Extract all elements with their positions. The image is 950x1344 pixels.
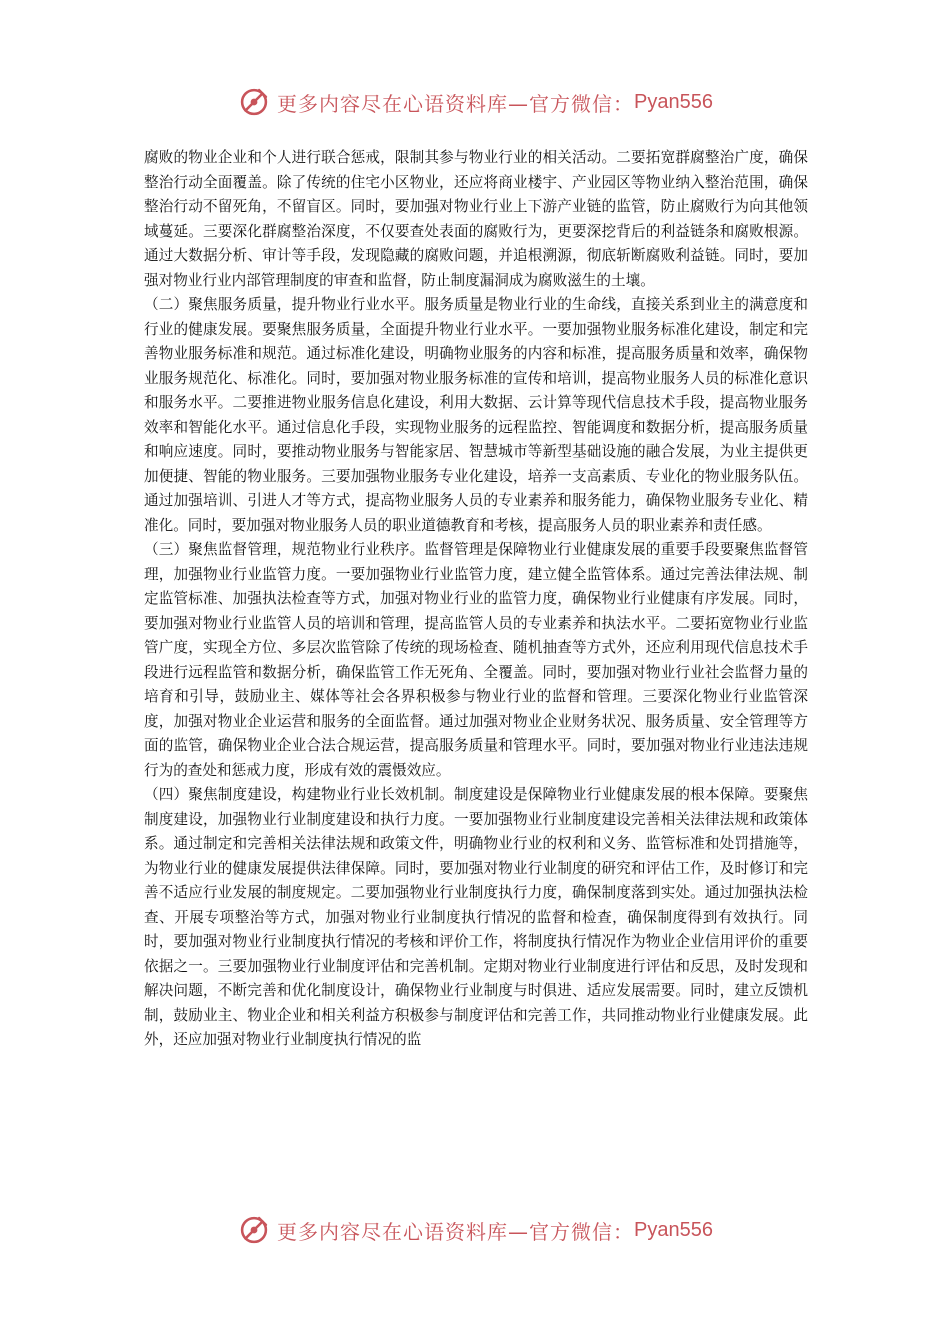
banner-code: Pyan556	[634, 1218, 713, 1241]
paragraph-1: 腐败的物业企业和个人进行联合惩戒，限制其参与物业行业的相关活动。二要拓宽群腐整治广度，确保整治行动全面覆盖。除了传统的住宅小区物业，还应将商业楼宇、产业园区等物业纳入整治范围，确保整治行动不留死角，不留盲区。同时，要加强对物业行业上下游产业链的监管，防止腐败行为向其他领域蔓延。三要深化群腐整治深度，不仅要查处表面的腐败行为，更要深挖背后的利益链条和腐败根源。通过大数据分析、审计等手段，发现隐藏的腐败问题，并追根溯源，彻底斩断腐败利益链。同时，要加强对物业行业内部管理制度的审查和监督，防止制度漏洞成为腐败滋生的土壤。	[144, 149, 808, 289]
banner-code: Pyan556	[634, 90, 713, 113]
paragraph-2: （二）聚焦服务质量，提升物业行业水平。服务质量是物业行业的生命线，直接关系到业主的满意度和行业的健康发展。要聚焦服务质量，全面提升物业行业水平。一要加强物业服务标准化建设，制定和完善物业服务标准和规范。通过标准化建设，明确物业服务的内容和标准，提高服务质量和效率，确保物业服务规范化、标准化。同时，要加强对物业服务标准的宣传和培训，提高物业服务人员的标准化意识和服务水平。二要推进物业服务信息化建设，利用大数据、云计算等现代信息技术手段，提高物业服务效率和智能化水平。通过信息化手段，实现物业服务的远程监控、智能调度和数据分析，提高服务质量和响应速度。同时，要推动物业服务与智能家居、智慧城市等新型基础设施的融合发展，为业主提供更加便捷、智能的物业服务。三要加强物业服务专业化建设，培养一支高素质、专业化的物业服务队伍。通过加强培训、引进人才等方式，提高物业服务人员的专业素养和服务能力，确保物业服务专业化、精准化。同时，要加强对物业服务人员的职业道德教育和考核，提高服务人员的职业素养和责任感。	[144, 296, 808, 534]
logo-icon	[237, 1213, 271, 1247]
logo-icon	[237, 85, 271, 119]
paragraph-3: （三）聚焦监督管理，规范物业行业秩序。监督管理是保障物业行业健康发展的重要手段要聚焦监督管理，加强物业行业监管力度。一要加强物业行业监管力度，建立健全监管体系。通过完善法律法规、制定监管标准、加强执法检查等方式，加强对物业行业的监管力度，确保物业行业健康有序发展。同时，要加强对物业行业监管人员的培训和管理，提高监管人员的专业素养和执法水平。二要拓宽物业行业监管广度，实现全方位、多层次监管除了传统的现场检查、随机抽查等方式外，还应利用现代信息技术手段进行远程监管和数据分析，确保监管工作无死角、全覆盖。同时，要加强对物业行业社会监督力量的培育和引导，鼓励业主、媒体等社会各界积极参与物业行业的监督和管理。三要深化物业行业监管深度，加强对物业企业运营和服务的全面监督。通过加强对物业企业财务状况、服务质量、安全管理等方面的监管，确保物业企业合法合规运营，提高服务质量和管理水平。同时，要加强对物业行业违法违规行为的查处和惩戒力度，形成有效的震慑效应。	[144, 541, 808, 779]
banner-text: 更多内容尽在心语资料库—官方微信：	[277, 1219, 635, 1244]
paragraph-4: （四）聚焦制度建设，构建物业行业长效机制。制度建设是保障物业行业健康发展的根本保障。要聚焦制度建设，加强物业行业制度建设和执行力度。一要加强物业行业制度建设完善相关法律法规和政策体系。通过制定和完善相关法律法规和政策文件，明确物业行业的权利和义务、监管标准和处罚措施等，为物业行业的健康发展提供法律保障。同时，要加强对物业行业制度的研究和评估工作，及时修订和完善不适应行业发展的制度规定。二要加强物业行业制度执行力度，确保制度落到实处。通过加强执法检查、开展专项整治等方式，加强对物业行业制度执行情况的监督和检查，确保制度得到有效执行。同时，要加强对物业行业制度执行情况的考核和评价工作，将制度执行情况作为物业企业信用评价的重要依据之一。三要加强物业行业制度评估和完善机制。定期对物业行业制度进行评估和反思，及时发现和解决问题，不断完善和优化制度设计，确保物业行业制度与时俱进、适应发展需要。同时，建立反馈机制，鼓励业主、物业企业和相关利益方积极参与制度评估和完善工作，共同推动物业行业健康发展。此外，还应加强对物业行业制度执行情况的监	[144, 786, 808, 1048]
header-banner	[0, 82, 950, 122]
document-body	[144, 146, 808, 1053]
footer-banner	[0, 1210, 950, 1250]
banner-text: 更多内容尽在心语资料库—官方微信：	[277, 91, 635, 116]
